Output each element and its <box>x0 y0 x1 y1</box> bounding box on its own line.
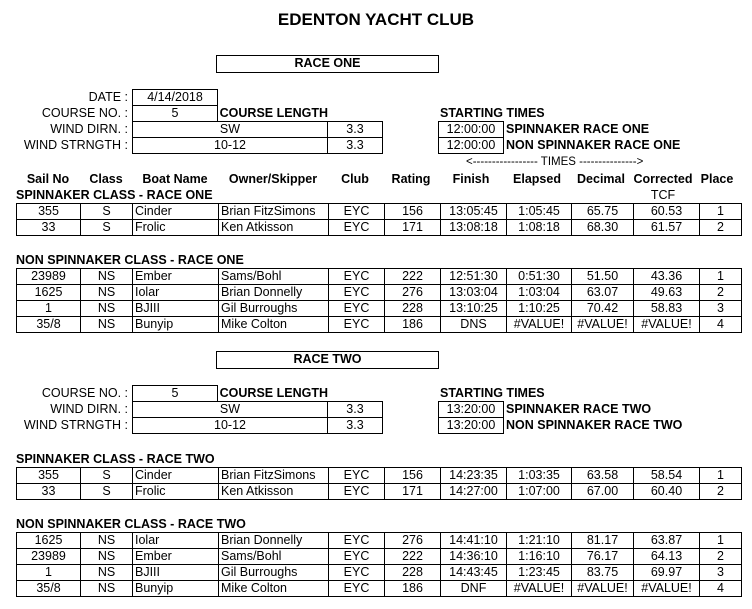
cell-elapsed: #VALUE! <box>507 581 572 597</box>
wind-strength-value-r2: 10-12 <box>132 417 328 434</box>
wind-strength-length-r2: 3.3 <box>327 417 383 434</box>
cell-finish: 13:10:25 <box>441 301 507 317</box>
cell-club: EYC <box>329 581 385 597</box>
wind-strength-label-r2: WIND STRNGTH : <box>23 418 128 432</box>
cell-club: EYC <box>329 484 385 500</box>
cell-club: EYC <box>329 301 385 317</box>
cell-corrected: 60.53 <box>634 204 700 220</box>
cell-elapsed: 1:03:04 <box>507 285 572 301</box>
cell-finish: DNS <box>441 317 507 333</box>
cell-corrected: 49.63 <box>634 285 700 301</box>
starting-times-label-r2: STARTING TIMES <box>440 386 545 400</box>
cell-club: EYC <box>329 285 385 301</box>
cell-finish: 14:23:35 <box>441 468 507 484</box>
cell-decimal: 83.75 <box>572 565 634 581</box>
wind-strength-label: WIND STRNGTH : <box>23 138 128 152</box>
table-row <box>17 581 742 597</box>
start-nonspin-label-r2: NON SPINNAKER RACE TWO <box>506 418 683 432</box>
start-spin-time-r2: 13:20:00 <box>438 401 504 418</box>
cell-rating: 156 <box>385 204 441 220</box>
wind-dir-value: SW <box>132 121 328 138</box>
cell-class: S <box>81 204 133 220</box>
cell-boat-name: BJIII <box>133 565 219 581</box>
cell-club: EYC <box>329 204 385 220</box>
cell-place: 1 <box>700 204 742 220</box>
course-value-r2: 5 <box>132 385 218 402</box>
course-value: 5 <box>132 105 218 122</box>
cell-place: 4 <box>700 317 742 333</box>
cell-class: NS <box>81 317 133 333</box>
cell-sail-no: 35/8 <box>17 317 81 333</box>
cell-class: NS <box>81 269 133 285</box>
cell-corrected: 60.40 <box>634 484 700 500</box>
cell-place: 3 <box>700 301 742 317</box>
course-length-label-r2: COURSE LENGTH <box>219 386 328 400</box>
cell-finish: DNF <box>441 581 507 597</box>
cell-corrected: 63.87 <box>634 533 700 549</box>
cell-finish: 12:51:30 <box>441 269 507 285</box>
cell-sail-no: 355 <box>17 468 81 484</box>
cell-finish: 13:05:45 <box>441 204 507 220</box>
page-title: EDENTON YACHT CLUB <box>277 10 475 29</box>
cell-owner: Brian Donnelly <box>219 285 329 301</box>
cell-decimal: #VALUE! <box>572 581 634 597</box>
cell-rating: 228 <box>385 565 441 581</box>
cell-class: S <box>81 484 133 500</box>
cell-class: NS <box>81 285 133 301</box>
course-label-r2: COURSE NO. : <box>41 386 128 400</box>
cell-decimal: #VALUE! <box>572 317 634 333</box>
table-row <box>17 317 742 333</box>
cell-place: 4 <box>700 581 742 597</box>
cell-rating: 228 <box>385 301 441 317</box>
cell-boat-name: Ember <box>133 549 219 565</box>
cell-club: EYC <box>329 533 385 549</box>
table-row <box>17 285 742 301</box>
table-row <box>17 533 742 549</box>
cell-sail-no: 23989 <box>17 269 81 285</box>
cell-club: EYC <box>329 468 385 484</box>
course-length-label: COURSE LENGTH <box>219 106 328 120</box>
cell-club: EYC <box>329 269 385 285</box>
cell-sail-no: 33 <box>17 220 81 236</box>
cell-boat-name: BJIII <box>133 301 219 317</box>
cell-boat-name: Bunyip <box>133 317 219 333</box>
cell-place: 1 <box>700 468 742 484</box>
course-label: COURSE NO. : <box>41 106 128 120</box>
cell-club: EYC <box>329 220 385 236</box>
times-banner: <----------------- TIMES ---------------> <box>466 156 644 168</box>
cell-club: EYC <box>329 565 385 581</box>
cell-owner: Brian Donnelly <box>219 533 329 549</box>
cell-sail-no: 23989 <box>17 549 81 565</box>
cell-decimal: 67.00 <box>572 484 634 500</box>
table-row <box>17 468 742 484</box>
cell-rating: 186 <box>385 581 441 597</box>
cell-club: EYC <box>329 317 385 333</box>
cell-elapsed: 1:10:25 <box>507 301 572 317</box>
spin-r1-table <box>16 203 742 236</box>
cell-boat-name: Iolar <box>133 285 219 301</box>
table-row <box>17 220 742 236</box>
cell-owner: Gil Burroughs <box>219 565 329 581</box>
cell-elapsed: 0:51:30 <box>507 269 572 285</box>
cell-owner: Brian FitzSimons <box>219 204 329 220</box>
starting-times-label: STARTING TIMES <box>440 106 545 120</box>
cell-owner: Brian FitzSimons <box>219 468 329 484</box>
spin-r1-heading: SPINNAKER CLASS - RACE ONE <box>16 188 213 202</box>
col-finish: Finish <box>452 172 490 186</box>
date-label: DATE : <box>88 90 128 104</box>
cell-boat-name: Bunyip <box>133 581 219 597</box>
cell-corrected: 64.13 <box>634 549 700 565</box>
cell-place: 2 <box>700 285 742 301</box>
start-spin-label-r2: SPINNAKER RACE TWO <box>506 402 652 416</box>
cell-boat-name: Cinder <box>133 468 219 484</box>
race-two-heading: RACE TWO <box>216 351 439 369</box>
spin-r2-table <box>16 467 742 500</box>
col-corrected: Corrected <box>633 172 693 186</box>
cell-place: 2 <box>700 484 742 500</box>
cell-elapsed: #VALUE! <box>507 317 572 333</box>
cell-elapsed: 1:07:00 <box>507 484 572 500</box>
cell-sail-no: 35/8 <box>17 581 81 597</box>
cell-boat-name: Frolic <box>133 220 219 236</box>
cell-corrected: 58.83 <box>634 301 700 317</box>
cell-class: S <box>81 468 133 484</box>
cell-elapsed: 1:23:45 <box>507 565 572 581</box>
cell-sail-no: 1625 <box>17 533 81 549</box>
cell-boat-name: Ember <box>133 269 219 285</box>
cell-place: 1 <box>700 533 742 549</box>
cell-decimal: 70.42 <box>572 301 634 317</box>
cell-boat-name: Iolar <box>133 533 219 549</box>
cell-decimal: 81.17 <box>572 533 634 549</box>
wind-dir-label: WIND DIRN. : <box>50 122 128 136</box>
wind-strength-value: 10-12 <box>132 137 328 154</box>
spin-r2-heading: SPINNAKER CLASS - RACE TWO <box>16 452 215 466</box>
cell-rating: 222 <box>385 269 441 285</box>
cell-decimal: 63.07 <box>572 285 634 301</box>
wind-dir-value-r2: SW <box>132 401 328 418</box>
cell-class: NS <box>81 565 133 581</box>
col-place: Place <box>700 172 734 186</box>
col-decimal: Decimal <box>577 172 625 186</box>
cell-boat-name: Cinder <box>133 204 219 220</box>
cell-finish: 13:08:18 <box>441 220 507 236</box>
cell-decimal: 51.50 <box>572 269 634 285</box>
cell-rating: 171 <box>385 220 441 236</box>
cell-owner: Mike Colton <box>219 317 329 333</box>
cell-rating: 222 <box>385 549 441 565</box>
cell-corrected: 58.54 <box>634 468 700 484</box>
cell-corrected: 61.57 <box>634 220 700 236</box>
nonspin-r1-table <box>16 268 742 333</box>
col-owner: Owner/Skipper <box>228 172 318 186</box>
cell-sail-no: 1625 <box>17 285 81 301</box>
cell-owner: Ken Atkisson <box>219 484 329 500</box>
start-spin-label: SPINNAKER RACE ONE <box>506 122 650 136</box>
cell-finish: 14:27:00 <box>441 484 507 500</box>
cell-rating: 276 <box>385 285 441 301</box>
table-row <box>17 269 742 285</box>
cell-elapsed: 1:21:10 <box>507 533 572 549</box>
cell-decimal: 65.75 <box>572 204 634 220</box>
cell-sail-no: 1 <box>17 565 81 581</box>
cell-sail-no: 1 <box>17 301 81 317</box>
cell-boat-name: Frolic <box>133 484 219 500</box>
col-boat-name: Boat Name <box>142 172 208 186</box>
col-elapsed: Elapsed <box>513 172 561 186</box>
cell-decimal: 63.58 <box>572 468 634 484</box>
cell-owner: Gil Burroughs <box>219 301 329 317</box>
cell-elapsed: 1:05:45 <box>507 204 572 220</box>
cell-place: 2 <box>700 549 742 565</box>
start-nonspin-label: NON SPINNAKER RACE ONE <box>506 138 681 152</box>
cell-decimal: 76.17 <box>572 549 634 565</box>
cell-corrected: #VALUE! <box>634 317 700 333</box>
col-sail-no: Sail No <box>26 172 70 186</box>
nonspin-r1-heading: NON SPINNAKER CLASS - RACE ONE <box>16 253 244 267</box>
wind-dir-length-r2: 3.3 <box>327 401 383 418</box>
table-row <box>17 204 742 220</box>
cell-class: NS <box>81 581 133 597</box>
cell-class: NS <box>81 533 133 549</box>
table-row <box>17 565 742 581</box>
race-one-heading: RACE ONE <box>216 55 439 73</box>
cell-elapsed: 1:16:10 <box>507 549 572 565</box>
table-row <box>17 484 742 500</box>
cell-owner: Ken Atkisson <box>219 220 329 236</box>
cell-corrected: 43.36 <box>634 269 700 285</box>
cell-finish: 14:36:10 <box>441 549 507 565</box>
start-spin-time: 12:00:00 <box>438 121 504 138</box>
cell-elapsed: 1:03:35 <box>507 468 572 484</box>
col-class: Class <box>89 172 123 186</box>
nonspin-r2-heading: NON SPINNAKER CLASS - RACE TWO <box>16 517 246 531</box>
cell-finish: 14:43:45 <box>441 565 507 581</box>
wind-strength-length: 3.3 <box>327 137 383 154</box>
cell-finish: 14:41:10 <box>441 533 507 549</box>
cell-place: 2 <box>700 220 742 236</box>
cell-class: S <box>81 220 133 236</box>
cell-rating: 156 <box>385 468 441 484</box>
wind-dir-length: 3.3 <box>327 121 383 138</box>
cell-class: NS <box>81 301 133 317</box>
cell-finish: 13:03:04 <box>441 285 507 301</box>
cell-sail-no: 355 <box>17 204 81 220</box>
cell-elapsed: 1:08:18 <box>507 220 572 236</box>
table-row <box>17 301 742 317</box>
cell-club: EYC <box>329 549 385 565</box>
table-row <box>17 549 742 565</box>
cell-owner: Sams/Bohl <box>219 549 329 565</box>
col-club: Club <box>341 172 369 186</box>
cell-owner: Mike Colton <box>219 581 329 597</box>
cell-owner: Sams/Bohl <box>219 269 329 285</box>
date-value: 4/14/2018 <box>132 89 218 106</box>
col-tcf: TCF <box>650 188 676 202</box>
cell-place: 3 <box>700 565 742 581</box>
cell-rating: 186 <box>385 317 441 333</box>
start-nonspin-time-r2: 13:20:00 <box>438 417 504 434</box>
col-rating: Rating <box>391 172 431 186</box>
cell-place: 1 <box>700 269 742 285</box>
cell-corrected: 69.97 <box>634 565 700 581</box>
nonspin-r2-table <box>16 532 742 597</box>
cell-rating: 276 <box>385 533 441 549</box>
cell-decimal: 68.30 <box>572 220 634 236</box>
start-nonspin-time: 12:00:00 <box>438 137 504 154</box>
cell-rating: 171 <box>385 484 441 500</box>
cell-sail-no: 33 <box>17 484 81 500</box>
cell-class: NS <box>81 549 133 565</box>
wind-dir-label-r2: WIND DIRN. : <box>50 402 128 416</box>
cell-corrected: #VALUE! <box>634 581 700 597</box>
